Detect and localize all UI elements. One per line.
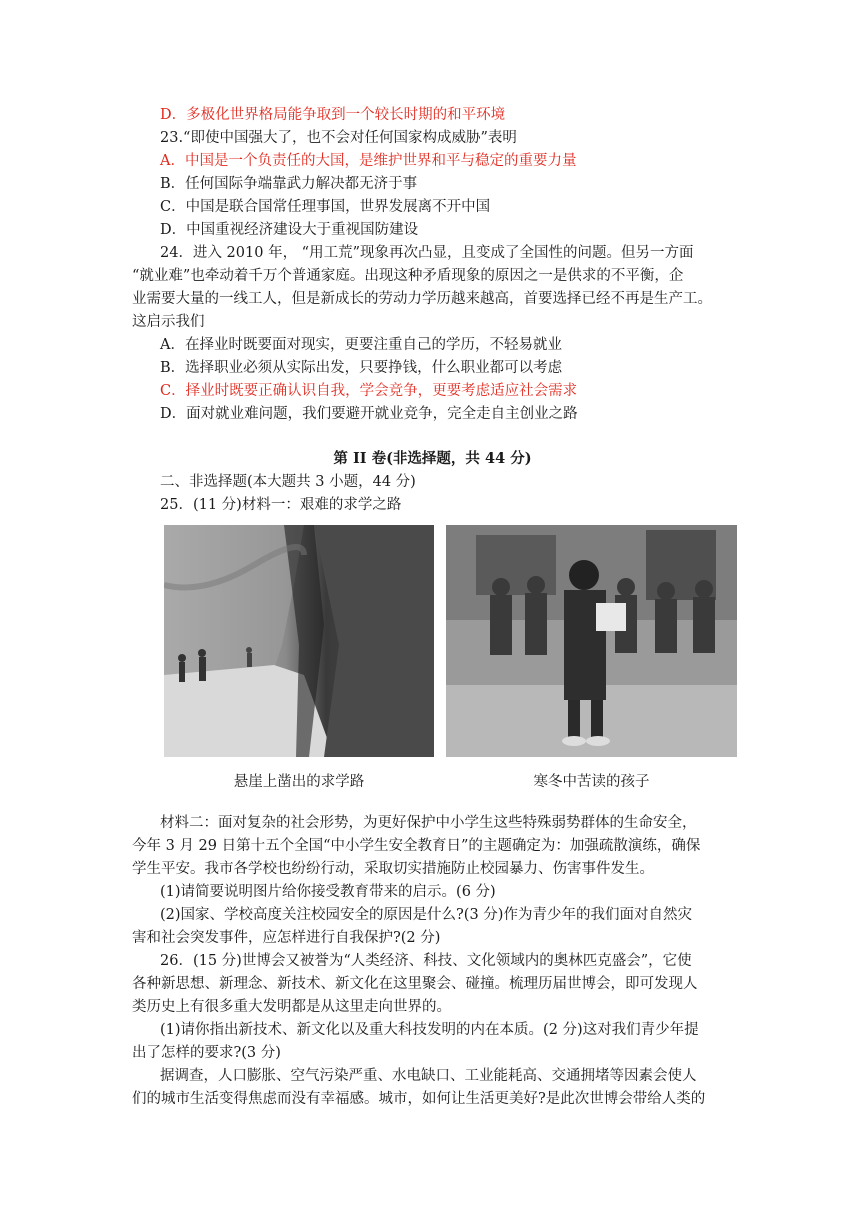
photo-caption-cliff: 悬崖上凿出的求学路: [233, 774, 365, 790]
q23-option-d: D．中国重视经济建设大于重视国防建设: [160, 222, 419, 238]
cliff-path-photo: [164, 525, 434, 757]
q25-material2-line: 材料二：面对复杂的社会形势，为更好保护中小学生这些特殊弱势群体的生命安全，: [160, 815, 697, 831]
q26-survey-line: 据调查，人口膨胀、空气污染严重、水电缺口、工业能耗高、交通拥堵等因素会使人: [160, 1068, 697, 1084]
section-subtitle: 二、非选择题(本大题共 3 小题，44 分): [160, 474, 416, 490]
q23-option-c: C．中国是联合国常任理事国，世界发展离不开中国: [160, 199, 491, 215]
q24-option-d: D．面对就业难问题，我们要避开就业竞争，完全走自主创业之路: [160, 406, 578, 422]
q23-option-a-answer: A．中国是一个负责任的大国，是维护世界和平与稳定的重要力量: [160, 153, 577, 169]
q24-stem-line: 24．进入 2010 年， “用工荒”现象再次凸显，且变成了全国性的问题。但另一方面: [160, 245, 694, 261]
q26-intro-line: 各种新思想、新理念、新技术、新文化在这里聚会、碰撞。梳理历届世博会，即可发现人: [132, 976, 698, 992]
q26-intro-line: 类历史上有很多重大发明都是从这里走向世界的。: [132, 999, 451, 1015]
q25-header: 25．(11 分)材料一：艰难的求学之路: [160, 497, 402, 513]
winter-children-photo: [446, 525, 737, 757]
q24-option-c-answer: C．择业时既要正确认识自我，学会竞争，更要考虑适应社会需求: [160, 383, 578, 399]
q26-sub1-line: 出了怎样的要求?(3 分): [132, 1045, 281, 1061]
q23-option-b: B．任何国际争端靠武力解决都无济于事: [160, 176, 418, 192]
q25-sub1: (1)请简要说明图片给你接受教育带来的启示。(6 分): [160, 884, 496, 900]
q22-option-d-answer: D．多极化世界格局能争取到一个较长时期的和平环境: [160, 107, 506, 123]
q26-sub1-line: (1)请你指出新技术、新文化以及重大科技发明的内在本质。(2 分)这对我们青少年提: [160, 1022, 699, 1038]
q24-stem-line: 业需要大量的一线工人，但是新成长的劳动力学历越来越高，首要选择已经不再是生产工。: [132, 291, 712, 307]
photo-caption-winter: 寒冬中苦读的孩子: [533, 774, 650, 790]
q25-sub2-line: (2)国家、学校高度关注校园安全的原因是什么?(3 分)作为青少年的我们面对自然灾: [160, 907, 692, 923]
q24-stem-line: 这启示我们: [132, 314, 205, 330]
q26-survey-line: 们的城市生活变得焦虑而没有幸福感。城市，如何让生活更美好?是此次世博会带给人类的: [132, 1091, 706, 1107]
q24-stem-line: “就业难”也牵动着千万个普通家庭。出现这种矛盾现象的原因之一是供求的不平衡，企: [132, 268, 684, 284]
q25-sub2-line: 害和社会突发事件，应怎样进行自我保护?(2 分): [132, 930, 441, 946]
q23-stem: 23.“即使中国强大了，也不会对任何国家构成威胁”表明: [160, 130, 517, 146]
section-title: 第 II 卷(非选择题，共 44 分): [333, 450, 532, 467]
q25-material2-line: 今年 3 月 29 日第十五个全国“中小学生安全教育日”的主题确定为：加强疏散演练，确保: [132, 838, 701, 854]
q25-material2-line: 学生平安。我市各学校也纷纷行动，采取切实措施防止校园暴力、伤害事件发生。: [132, 861, 654, 877]
q24-option-a: A．在择业时既要面对现实，更要注重自己的学历，不轻易就业: [160, 337, 562, 353]
q24-option-b: B．选择职业必须从实际出发，只要挣钱，什么职业都可以考虑: [160, 360, 563, 376]
q26-intro-line: 26．(15 分)世博会又被誉为“人类经济、科技、文化领域内的奥林匹克盛会”，它使: [160, 953, 692, 969]
